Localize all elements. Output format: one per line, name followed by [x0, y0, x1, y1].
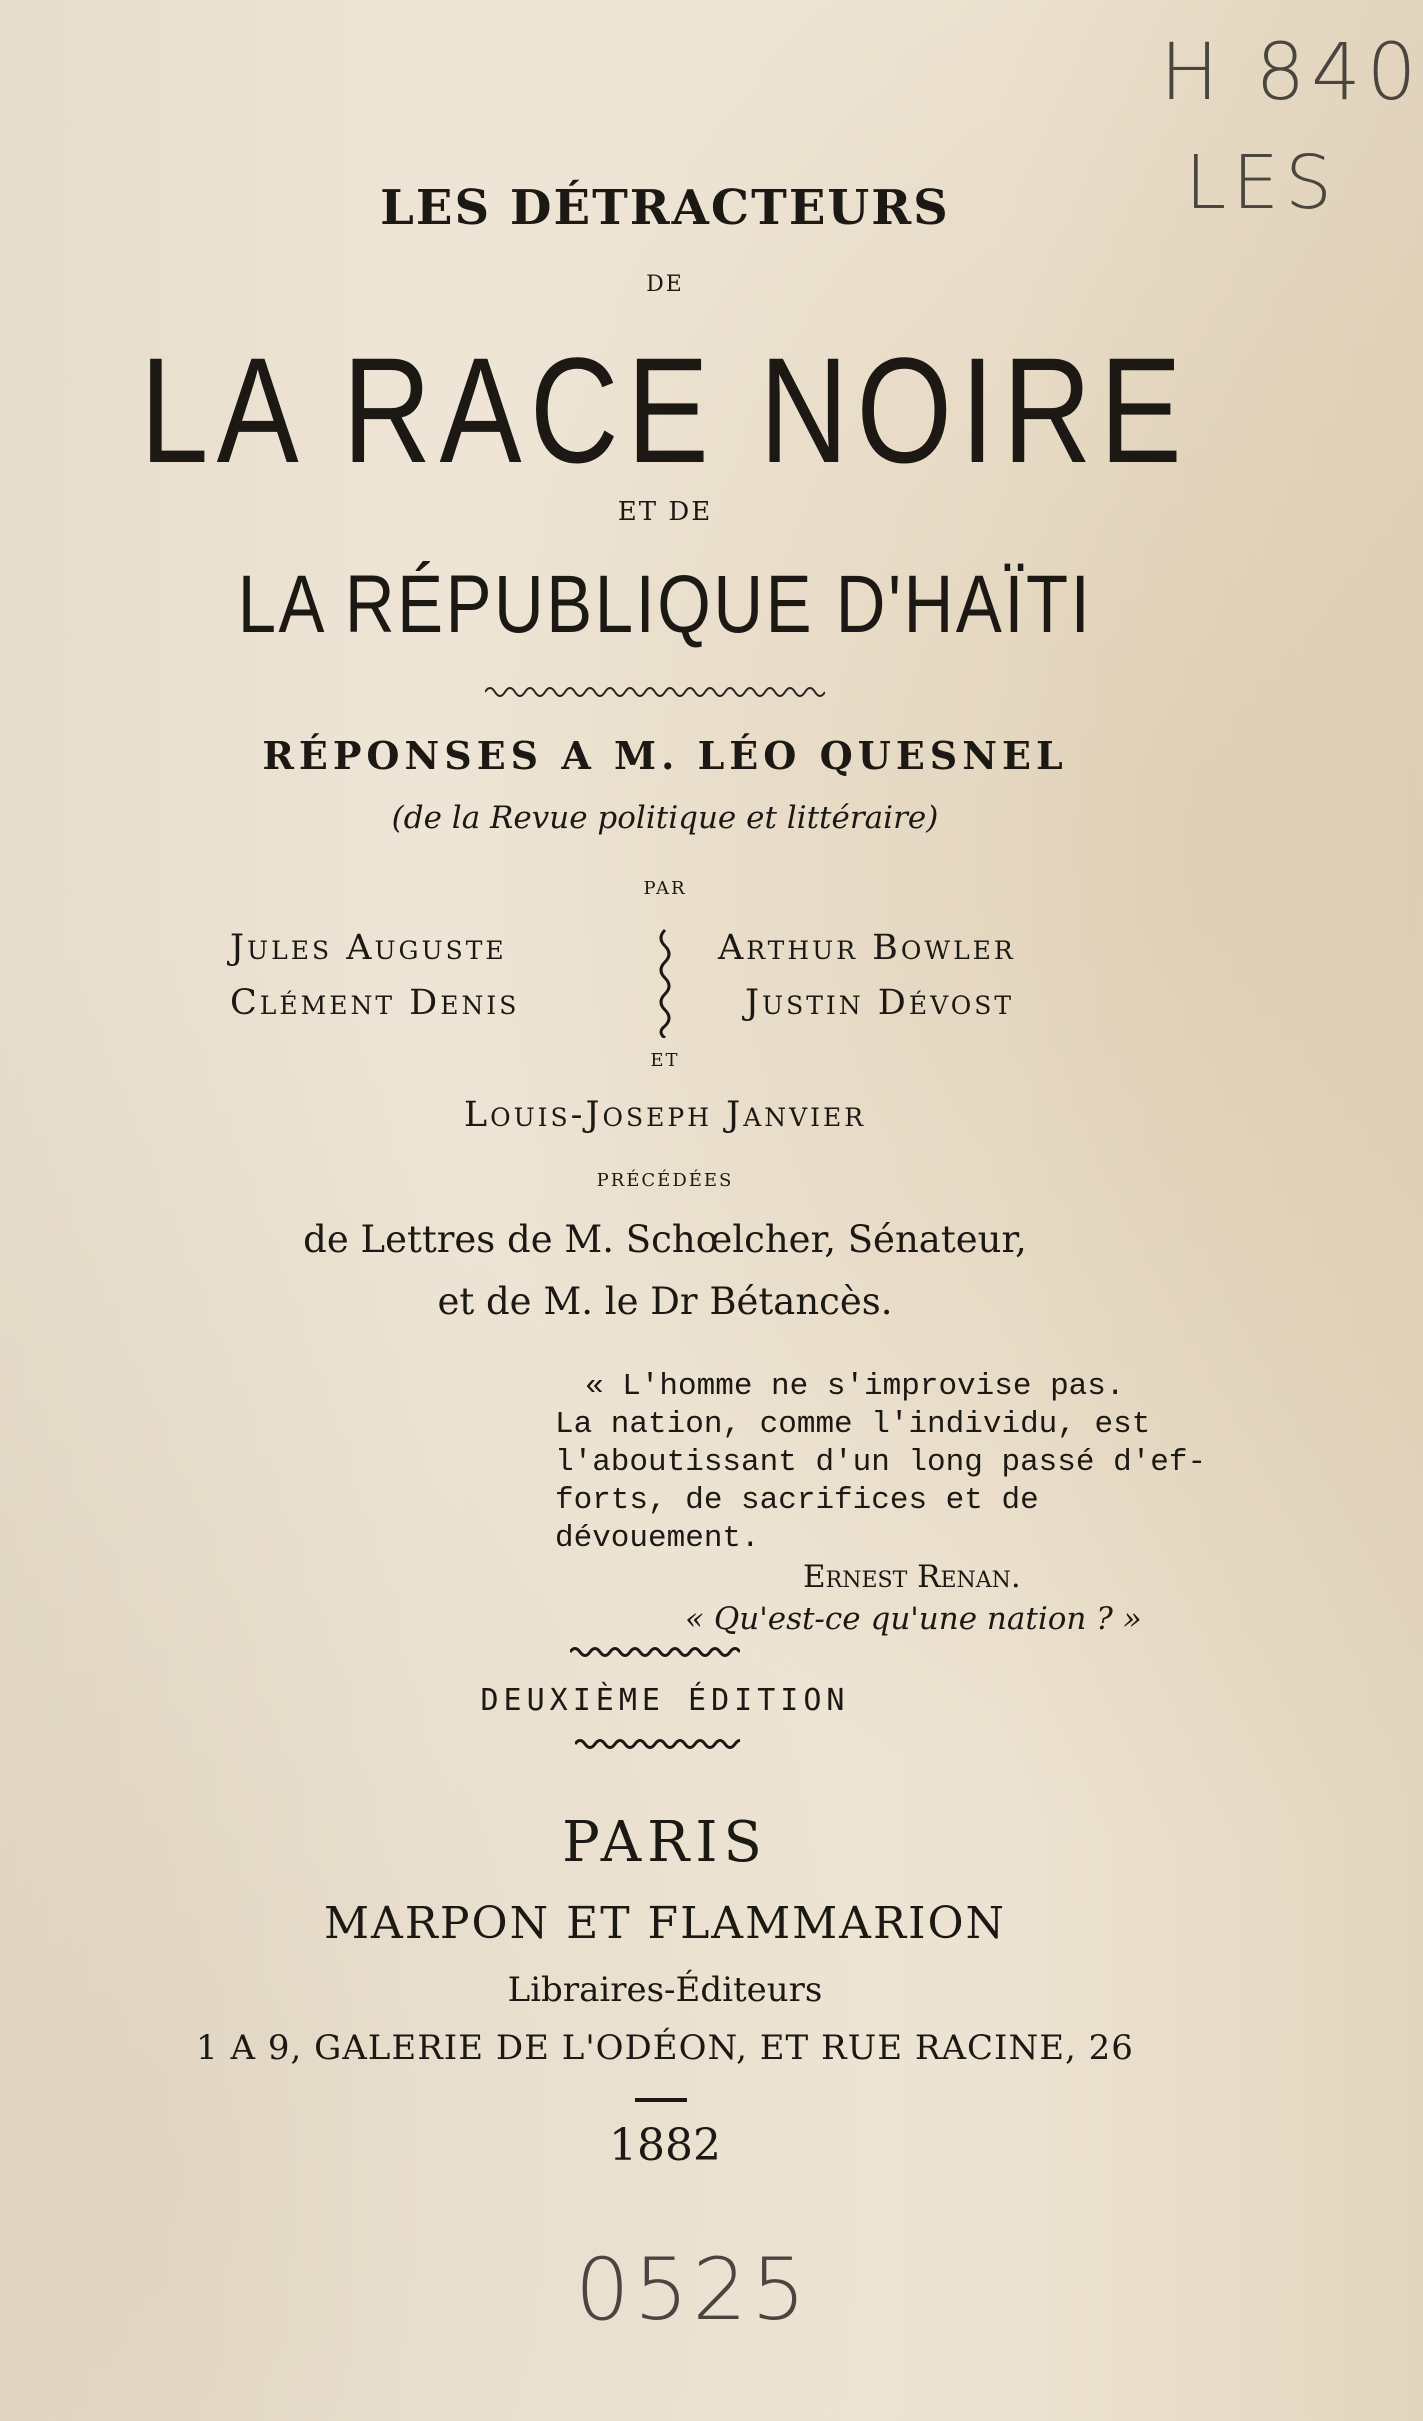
- short-rule: [635, 2098, 687, 2102]
- letters-line1: de Lettres de M. Schœlcher, Sénateur,: [303, 1218, 1027, 1261]
- author-louis-joseph-janvier: Louis-Joseph Janvier: [463, 1095, 867, 1135]
- epigraph-source: « Qu'est-ce qu'une nation ? »: [685, 1601, 1142, 1637]
- edition: DEUXIÈME ÉDITION: [480, 1683, 850, 1718]
- title-line2: DE: [646, 272, 684, 297]
- handwritten-number: 0525: [575, 2240, 810, 2340]
- title-line1: LES DÉTRACTEURS: [380, 180, 950, 236]
- et-label: ET: [650, 1050, 680, 1071]
- epigraph-author: Ernest Renan.: [803, 1559, 1021, 1595]
- imprint-city: PARIS: [562, 1810, 768, 1875]
- subtitle-line2: (de la Revue politique et littéraire): [391, 800, 939, 836]
- title-line4: ET DE: [617, 497, 713, 527]
- shelfmark-line1: H 840: [1160, 28, 1423, 118]
- epigraph-line: La nation, comme l'individu, est: [555, 1407, 1151, 1442]
- subtitle-line1: RÉPONSES A M. LÉO QUESNEL: [262, 733, 1068, 778]
- imprint-role: Libraires-Éditeurs: [507, 1970, 823, 2010]
- author-arthur-bowler: Arthur Bowler: [718, 928, 1016, 968]
- title-main: LA RACE NOIRE: [140, 326, 1190, 494]
- epigraph-line: l'aboutissant d'un long passé d'ef-: [555, 1445, 1207, 1480]
- epigraph: [555, 1368, 1235, 1638]
- letters-line2: et de M. le Dr Bétancès.: [437, 1280, 893, 1323]
- imprint-year: 1882: [609, 2120, 721, 2171]
- epigraph-line: « L'homme ne s'improvise pas.: [585, 1369, 1125, 1404]
- title-republic: LA RÉPUBLIQUE D'HAÏTI: [237, 559, 1093, 650]
- author-jules-auguste: Jules Auguste: [230, 928, 507, 968]
- wavy-rule-divider: [570, 1644, 740, 1658]
- shelfmark-line2: LES: [1185, 140, 1338, 226]
- par-label: PAR: [643, 878, 687, 899]
- author-clement-denis: Clément Denis: [230, 983, 520, 1023]
- wavy-rule-divider: [575, 1736, 740, 1750]
- imprint-publisher: MARPON ET FLAMMARION: [323, 1898, 1007, 1949]
- author-justin-devost: Justin Dévost: [745, 983, 1014, 1023]
- wavy-rule-divider: [485, 680, 825, 702]
- preceded-label: PRÉCÉDÉES: [596, 1170, 734, 1191]
- epigraph-line: forts, de sacrifices et de dévouement.: [555, 1483, 1039, 1556]
- brace-divider: [650, 928, 680, 1038]
- imprint-address: 1 A 9, GALERIE DE L'ODÉON, ET RUE RACINE, 26: [196, 2028, 1134, 2068]
